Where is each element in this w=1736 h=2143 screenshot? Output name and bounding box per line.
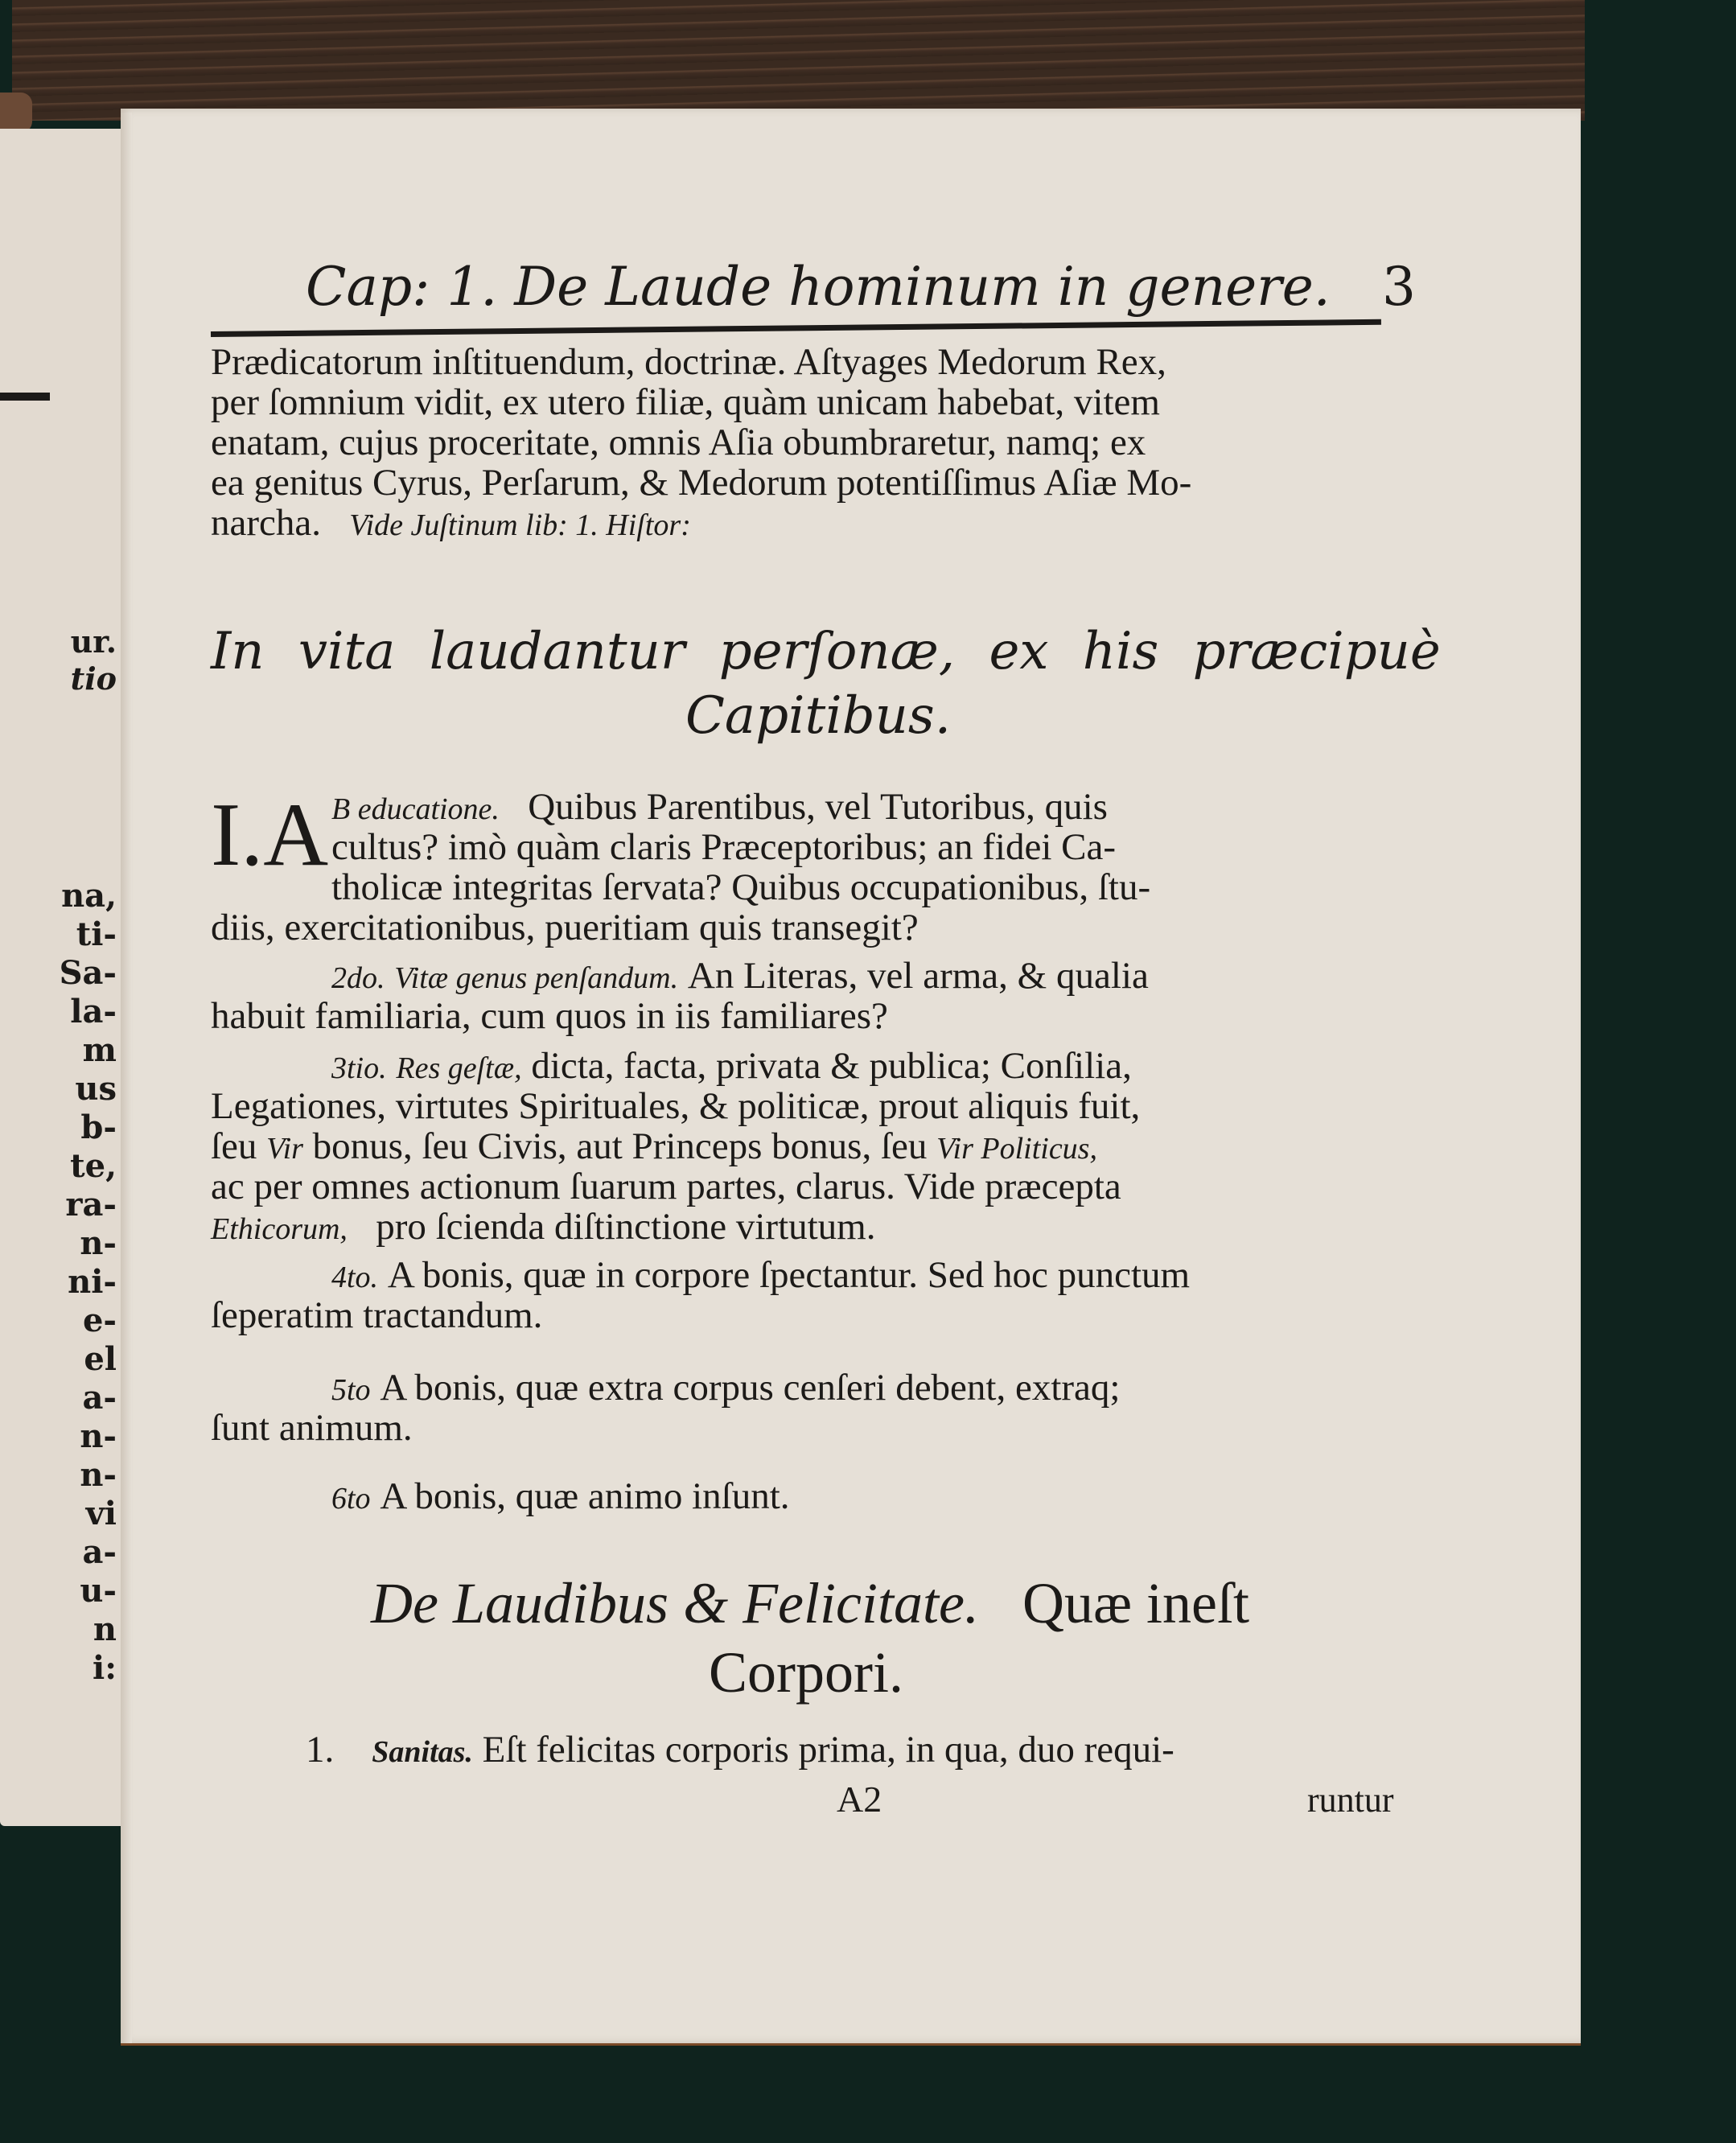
fragment: ra- — [65, 1186, 117, 1224]
text-line — [331, 787, 1393, 827]
left-page-rule — [0, 393, 50, 401]
item-number: I. — [211, 785, 264, 885]
text-line: enatam, cujus proceritate, omnis Aſia obumbraretur, namq; ex — [211, 422, 1146, 463]
fragment: na, — [61, 877, 117, 915]
fragment: ni- — [68, 1263, 117, 1301]
heading-italic: De Laudibus & Felicitate. — [371, 1571, 979, 1635]
text-fragment: pro ſcienda diſtinctione virtutum. — [376, 1206, 876, 1248]
item-label: 6to — [331, 1482, 371, 1516]
item-2 — [211, 956, 1393, 1036]
fragment: la- — [70, 993, 117, 1030]
book-top-edge — [12, 0, 1585, 121]
item-3 — [211, 1046, 1393, 1247]
italic-term: Ethicorum, — [211, 1212, 348, 1246]
heading-line: Capitibus. — [685, 686, 952, 746]
text-line — [211, 1255, 1393, 1295]
text-fragment: ſeu — [211, 1125, 257, 1167]
text-fragment: A bonis, quæ animo inſunt. — [380, 1475, 790, 1517]
item-1-dropcap — [211, 785, 329, 885]
item-label: 3tio. — [331, 1051, 387, 1085]
page-gutter — [121, 113, 132, 2043]
text-line: cultus? imò quàm claris Præceptoribus; an fidei Ca- — [331, 826, 1117, 868]
catchword: runtur — [1307, 1780, 1394, 1820]
fragment: el — [84, 1340, 117, 1378]
text-fragment: bonus, ſeu Civis, aut Princeps bonus, ſeu — [312, 1125, 928, 1167]
lead-italic: Sanitas. — [372, 1735, 473, 1769]
fragment: ti- — [76, 915, 117, 953]
item-label: 5to — [331, 1373, 371, 1407]
intro-paragraph — [211, 342, 1393, 543]
text-line — [211, 503, 1393, 543]
text-fragment: An Literas, vel arma, & qualia — [687, 955, 1149, 997]
text-fragment: A bonis, quæ extra corpus cenſeri debent, extraq; — [380, 1367, 1121, 1409]
item-label: 2do. — [331, 961, 385, 995]
text-fragment: Quibus Parentibus, vel Tutoribus, quis — [528, 786, 1108, 828]
fragment: us — [75, 1070, 117, 1108]
drop-capital: A — [263, 785, 329, 885]
text-line: ſeperatim tractandum. — [211, 1294, 543, 1336]
item-1-cont — [211, 907, 1393, 948]
lead-italic: Res geſtæ, — [396, 1051, 522, 1085]
text-line: ea genitus Cyrus, Perſarum, & Medorum potentiſſimus Aſiæ Mo- — [211, 462, 1192, 504]
text-line — [211, 1476, 1393, 1516]
fragment: n- — [80, 1224, 117, 1262]
fragment: tio — [70, 660, 117, 697]
fragment: n- — [80, 1417, 117, 1455]
fragment: a- — [82, 1533, 117, 1571]
heading-line: In vita laudantur perſonæ, ex his præcipuè — [211, 622, 1441, 681]
left-page-fragments-top — [4, 623, 117, 697]
item-6 — [211, 1476, 1393, 1516]
item-4 — [211, 1255, 1393, 1335]
fragment: e- — [82, 1302, 117, 1339]
book-spine-band — [0, 93, 32, 133]
running-head-title: Cap: 1. De Laude hominum in genere. — [306, 256, 1331, 318]
text-line: tholicæ integritas ſervata? Quibus occupationibus, ſtu- — [331, 866, 1151, 908]
text-fragment: dicta, facta, privata & publica; Conſilia, — [531, 1045, 1132, 1087]
reference: Vide Juſtinum lib: 1. Hiſtor: — [349, 508, 691, 542]
page-number: 3 — [1382, 256, 1416, 318]
item-number: 1. — [306, 1729, 335, 1771]
text-line: Legationes, virtutes Spirituales, & politicæ, prout aliquis fuit, — [211, 1085, 1141, 1127]
fragment: n- — [80, 1456, 117, 1494]
text-line — [211, 1126, 1393, 1166]
running-head — [306, 256, 1416, 328]
text-line — [306, 1730, 1393, 1770]
signature-mark: A2 — [837, 1779, 882, 1820]
fragment: a- — [82, 1379, 117, 1417]
section-heading-2 — [211, 1569, 1393, 1707]
text-line — [211, 956, 1393, 996]
text-line — [211, 1207, 1393, 1247]
fragment: m — [82, 1031, 117, 1069]
lead-italic: B educatione. — [331, 792, 500, 826]
text-fragment: narcha. — [211, 502, 321, 544]
fragment: n — [93, 1610, 117, 1648]
item-sanitas — [306, 1730, 1393, 1770]
text-fragment: A bonis, quæ in corpore ſpectantur. Sed hoc punctum — [387, 1254, 1191, 1296]
italic-term: Vir Politicus, — [936, 1132, 1097, 1166]
lead-italic: Vitæ genus penſandum. — [394, 961, 679, 995]
heading-line — [211, 1569, 1393, 1638]
fragment: vi — [85, 1495, 117, 1532]
text-line: ſunt animum. — [211, 1407, 413, 1449]
left-page-fragments-lower — [4, 877, 117, 1688]
text-line: ac per omnes actionum ſuarum partes, clarus. Vide præcepta — [211, 1166, 1121, 1207]
text-line: diis, exercitationibus, pueritiam quis transegit? — [211, 907, 919, 948]
text-line — [211, 1046, 1393, 1086]
item-5 — [211, 1368, 1393, 1448]
fragment: te, — [70, 1147, 117, 1185]
heading-line: Corpori. — [709, 1640, 903, 1705]
heading-roman: Quæ ineſt — [1022, 1571, 1249, 1635]
italic-term: Vir — [266, 1132, 303, 1166]
text-line — [211, 1368, 1393, 1408]
section-heading — [211, 619, 1441, 748]
item-label: 4to. — [331, 1261, 379, 1294]
item-1 — [331, 787, 1393, 907]
fragment: i: — [93, 1649, 117, 1687]
fragment: u- — [80, 1572, 117, 1610]
fragment: b- — [80, 1109, 117, 1146]
fragment: ur. — [70, 623, 117, 660]
text-line: per ſomnium vidit, ex utero filiæ, quàm unicam habebat, vitem — [211, 381, 1160, 423]
text-fragment: Eſt felicitas corporis prima, in qua, duo requi- — [482, 1729, 1174, 1771]
fragment: Sa- — [59, 954, 117, 992]
text-line: habuit familiaria, cum quos in iis familiares? — [211, 995, 888, 1037]
text-line: Prædicatorum inſtituendum, doctrinæ. Aſtyages Medorum Rex, — [211, 341, 1166, 383]
